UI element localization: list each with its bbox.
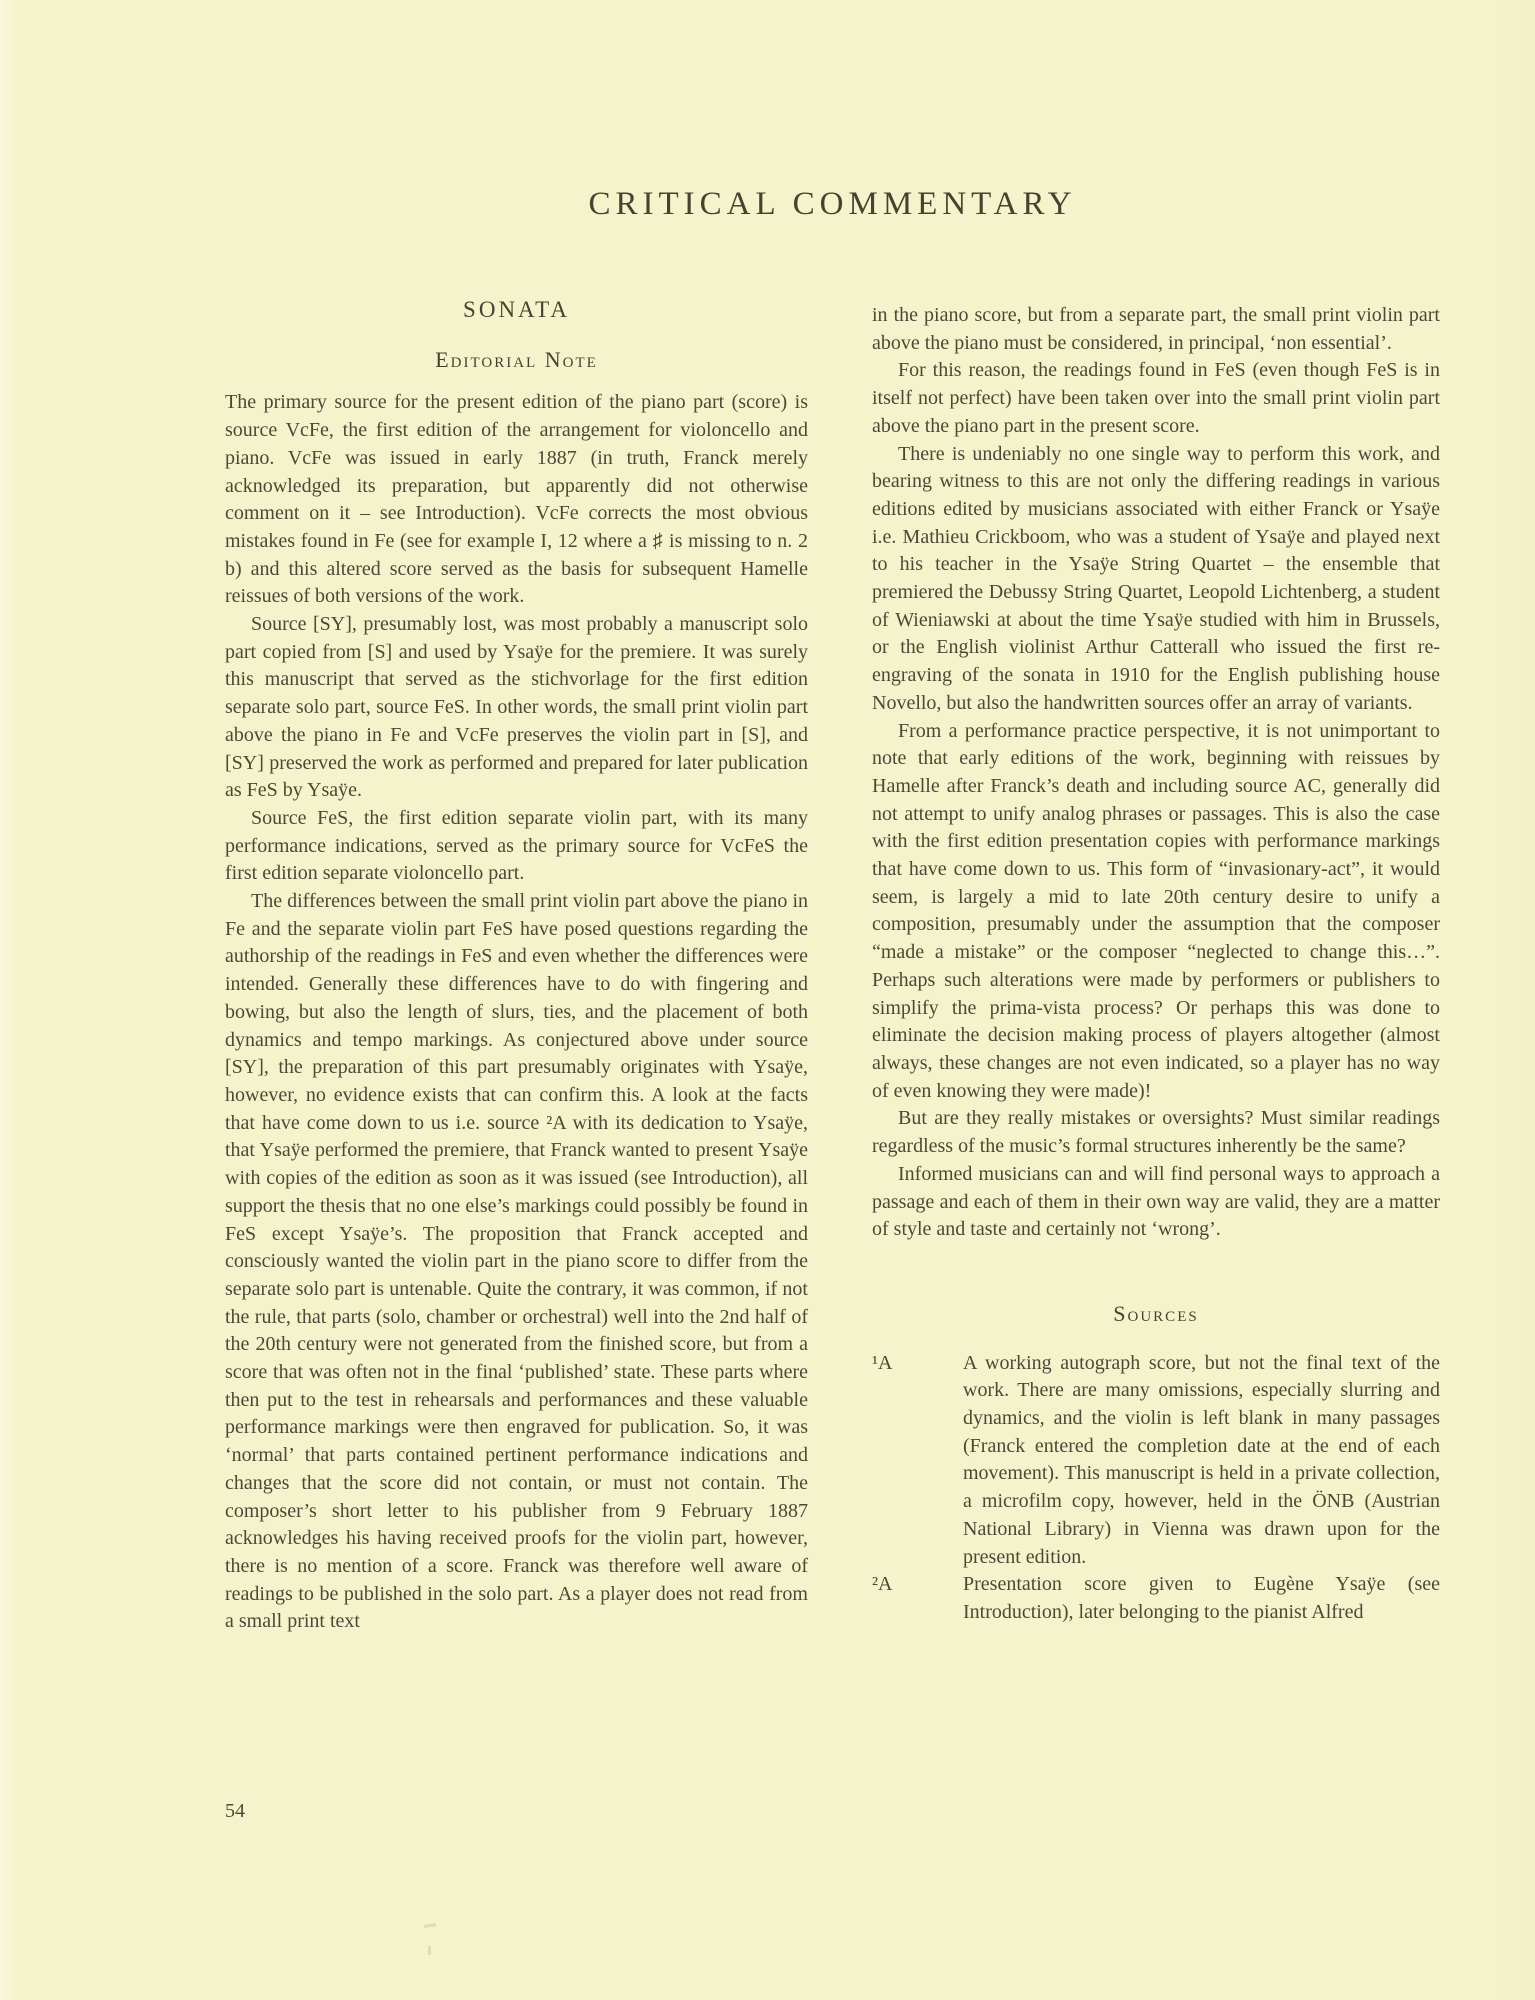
left-column <box>225 296 808 1636</box>
sources-heading: Sources <box>1113 1300 1199 1326</box>
source-entry <box>872 1571 1440 1626</box>
body-paragraph: For this reason, the readings found in FeS (even though FeS is in itself not perfect) have been taken over into the small print violin part above the piano part in the present score. <box>872 359 1440 437</box>
subsection-title-editorial-note: Editorial Note <box>435 346 598 372</box>
page-number: 54 <box>225 1800 245 1822</box>
body-paragraph: From a performance practice perspective, it is not unimportant to note that early editions of the work, beginning with reissues by Hamelle after Franck’s death and including source AC, generally did not attempt to unify analog phrases or passages. This is also the case with the first edition presentation copies with performance markings that have come down to us. This form of “invasionary-act”, it would seem, is largely a mid to late 20th century desire to unify a composition, presumably under the assumption that the composer “made a mistake” or the composer “neglected to change this…”. Perhaps such alterations were made by performers or publishers to simplify the prima-vista process? Or perhaps this was done to eliminate the decision making process of players altogether (almost always, these changes are not even indicated, so a player has no way of even knowing they were made)! <box>872 719 1440 1102</box>
body-paragraph: in the piano score, but from a separate part, the small print violin part above the piano must be considered, in principal, ‘non essential’. <box>872 304 1440 354</box>
body-paragraph: The differences between the small print violin part above the piano in Fe and the separate violin part FeS have posed questions regarding the authorship of the readings in FeS and even whether the differences were intended. Generally these differences have to do with fingering and bowing, but also the length of slurs, ties, and the placement of both dynamics and tempo markings. As conjectured above under source [SY], the preparation of this part presumably originates with Ysaÿe, however, no evidence exists that can confirm this. A look at the facts that have come down to us i.e. source ²A with its dedication to Ysaÿe, that Ysaÿe performed the premiere, that Franck wanted to present Ysaÿe with copies of the edition as soon as it was issued (see Introduction), all support the thesis that no one else’s markings could possibly be found in FeS except Ysaÿe’s. The proposition that Franck accepted and consciously wanted the violin part in the piano score to differ from the separate solo part is untenable. Quite the contrary, it was common, if not the rule, that parts (solo, chamber or orchestral) well into the 2nd half of the 20th century were not generated from the finished score, but from a score that was often not in the final ‘published’ state. These parts where then put to the test in rehearsals and performances and these valuable performance markings were then engraved for publication. So, it was ‘normal’ that parts contained pertinent performance indications and changes that the score did not contain, or must not contain. The composer’s short letter to his publisher from 9 February 1887 acknowledges his having received proofs for the violin part, however, there is no mention of a score. Franck was therefore well aware of readings to be published in the solo part. As a player does not read from a small print text <box>225 890 808 1633</box>
source-text: Presentation score given to Eugène Ysaÿe (see Introduction), later belonging to the pianist Alfred <box>963 1573 1440 1623</box>
body-paragraph: Source FeS, the first edition separate violin part, with its many performance indications, served as the primary source for VcFeS the first edition separate violoncello part. <box>225 806 808 885</box>
section-title-sonata: SONATA <box>463 297 570 322</box>
body-paragraph: The primary source for the present edition of the piano part (score) is source VcFe, the first edition of the arrangement for violoncello and piano. VcFe was issued in early 1887 (in truth, Franck merely acknowledged its preparation, but apparently did not otherwise comment on it – see Introduction). VcFe corrects the most obvious mistakes found in Fe (see for example I, 12 where a ♯ is missing to n. 2 b) and this altered score served as the basis for subsequent Hamelle reissues of both versions of the work. <box>225 391 808 608</box>
page-title: CRITICAL COMMENTARY <box>588 186 1077 222</box>
source-text: A working autograph score, but not the final text of the work. There are many omissions, especially slurring and dynamics, and the violin is left blank in many passages (Franck entered the completion date at the end of each movement). This manuscript is held in a private collection, a microfilm copy, however, held in the ÖNB (Austrian National Library) in Vienna was drawn upon for the present edition. <box>963 1351 1440 1568</box>
source-label: ²A <box>872 1573 893 1596</box>
body-paragraph: Source [SY], presumably lost, was most probably a manuscript solo part copied from [S] and used by Ysaÿe for the premiere. It was surely this manuscript that served as the stichvorlage for the first edition separate solo part, source FeS. In other words, the small print violin part above the piano in Fe and VcFe preserves the violin part in [S], and [SY] preserved the work as performed and prepared for later publication as FeS by Ysaÿe. <box>225 613 808 802</box>
right-column <box>872 302 1440 1627</box>
body-paragraph: There is undeniably no one single way to perform this work, and bearing witness to this are not only the differing readings in various editions edited by musicians associated with either Franck or Ysaÿe i.e. Mathieu Crickboom, who was a student of Ysaÿe and played next to his teacher in the Ysaÿe String Quartet – the ensemble that premiered the Debussy String Quartet, Leopold Lichtenberg, a student of Wieniawski at about the time Ysaÿe studied with him in Brussels, or the English violinist Arthur Catterall who issued the first re-engraving of the sonata in 1910 for the English publishing house Novello, but also the handwritten sources offer an array of variants. <box>872 442 1440 714</box>
body-paragraph: Informed musicians can and will find personal ways to approach a passage and each of them in their own way are valid, they are a matter of style and taste and certainly not ‘wrong’. <box>872 1162 1440 1241</box>
faint-scan-marks-icon <box>418 1922 448 1958</box>
source-label: ¹A <box>872 1351 893 1374</box>
body-paragraph: But are they really mistakes or oversights? Must similar readings regardless of the music’s formal structures inherently be the same? <box>872 1107 1440 1158</box>
source-entry <box>872 1350 1440 1572</box>
